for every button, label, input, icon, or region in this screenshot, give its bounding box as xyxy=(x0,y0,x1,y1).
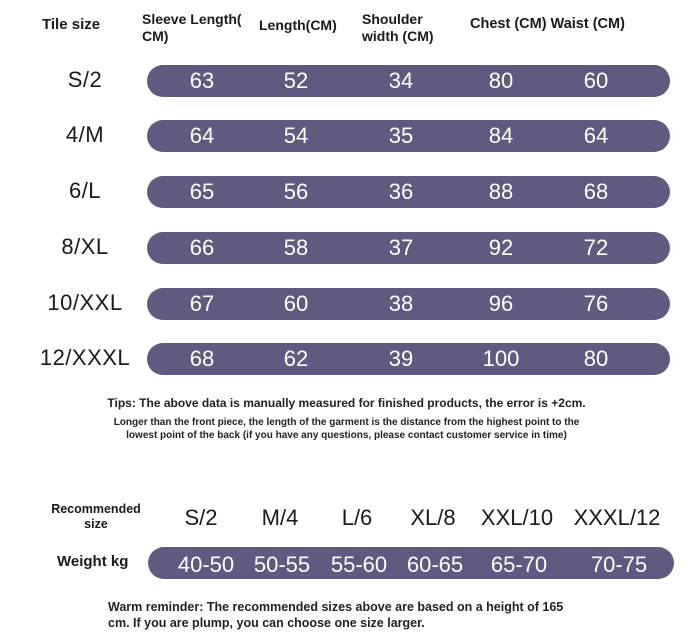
sleeve-value: 64 xyxy=(189,123,215,148)
chest-value: 88 xyxy=(488,179,514,204)
shoulder-value: 34 xyxy=(388,68,414,93)
waist-value: 80 xyxy=(583,346,609,371)
shoulder-value: 37 xyxy=(388,235,414,260)
weight-range: 60-65 xyxy=(406,552,464,577)
shoulder-value: 39 xyxy=(388,346,414,371)
size-label: 6/L xyxy=(68,178,102,203)
size-row xyxy=(147,288,670,320)
warm-reminder: Warm reminder: The recommended sizes above are based on a height of 165 cm. If you are plump, you can choose one size larger. xyxy=(108,600,564,630)
weight-range: 40-50 xyxy=(177,552,235,577)
length-value: 54 xyxy=(283,123,309,148)
sleeve-value: 63 xyxy=(189,68,215,93)
length-value: 58 xyxy=(283,235,309,260)
recommended-size: XXXL/12 xyxy=(573,505,661,530)
recommended-size: XL/8 xyxy=(410,505,456,530)
weight-range: 65-70 xyxy=(490,552,548,577)
header-chest-waist: Chest (CM) Waist (CM) xyxy=(470,16,625,32)
waist-value: 64 xyxy=(583,123,609,148)
weight-range: 70-75 xyxy=(590,552,648,577)
size-label: 10/XXL xyxy=(47,290,123,315)
weight-label: Weight kg xyxy=(57,553,129,570)
header-shoulder-width: Shoulder width (CM) xyxy=(362,11,434,44)
chest-value: 100 xyxy=(482,346,520,371)
tips-line-3: lowest point of the back (if you have any questions, please contact customer service in time) xyxy=(126,430,567,441)
waist-value: 76 xyxy=(583,291,609,316)
weight-range: 50-55 xyxy=(253,552,311,577)
waist-value: 60 xyxy=(583,68,609,93)
sleeve-value: 65 xyxy=(189,179,215,204)
size-row xyxy=(147,120,670,152)
chest-value: 84 xyxy=(488,123,514,148)
recommended-size-label: Recommended size xyxy=(51,502,141,531)
recommended-size: XXL/10 xyxy=(480,505,554,530)
recommended-size: M/4 xyxy=(261,505,299,530)
chest-value: 80 xyxy=(488,68,514,93)
sleeve-value: 66 xyxy=(189,235,215,260)
size-label: 8/XL xyxy=(61,234,109,259)
weight-bar xyxy=(148,547,674,579)
waist-value: 72 xyxy=(583,235,609,260)
length-value: 62 xyxy=(283,346,309,371)
size-row xyxy=(147,65,670,97)
shoulder-value: 36 xyxy=(388,179,414,204)
chest-value: 96 xyxy=(488,291,514,316)
size-row xyxy=(147,232,670,264)
length-value: 60 xyxy=(283,291,309,316)
header-tile-size: Tile size xyxy=(42,16,101,33)
size-row xyxy=(147,176,670,208)
waist-value: 68 xyxy=(583,179,609,204)
recommended-size: S/2 xyxy=(184,505,218,530)
length-value: 52 xyxy=(283,68,309,93)
length-value: 56 xyxy=(283,179,309,204)
size-label: 12/XXXL xyxy=(39,345,131,370)
tips-line-1: Tips: The above data is manually measured for finished products, the error is +2cm. xyxy=(107,396,586,410)
sleeve-value: 68 xyxy=(189,346,215,371)
recommended-size: L/6 xyxy=(341,505,373,530)
tips-line-2: Longer than the front piece, the length of the garment is the distance from the highest point to the xyxy=(113,417,580,428)
size-label: 4/M xyxy=(65,122,105,147)
size-label: S/2 xyxy=(67,67,103,92)
sleeve-value: 67 xyxy=(189,291,215,316)
size-row xyxy=(147,343,670,375)
weight-range: 55-60 xyxy=(330,552,388,577)
shoulder-value: 38 xyxy=(388,291,414,316)
header-length: Length(CM) xyxy=(259,17,337,33)
shoulder-value: 35 xyxy=(388,123,414,148)
header-sleeve-length: Sleeve Length( CM) xyxy=(142,11,242,44)
chest-value: 92 xyxy=(488,235,514,260)
